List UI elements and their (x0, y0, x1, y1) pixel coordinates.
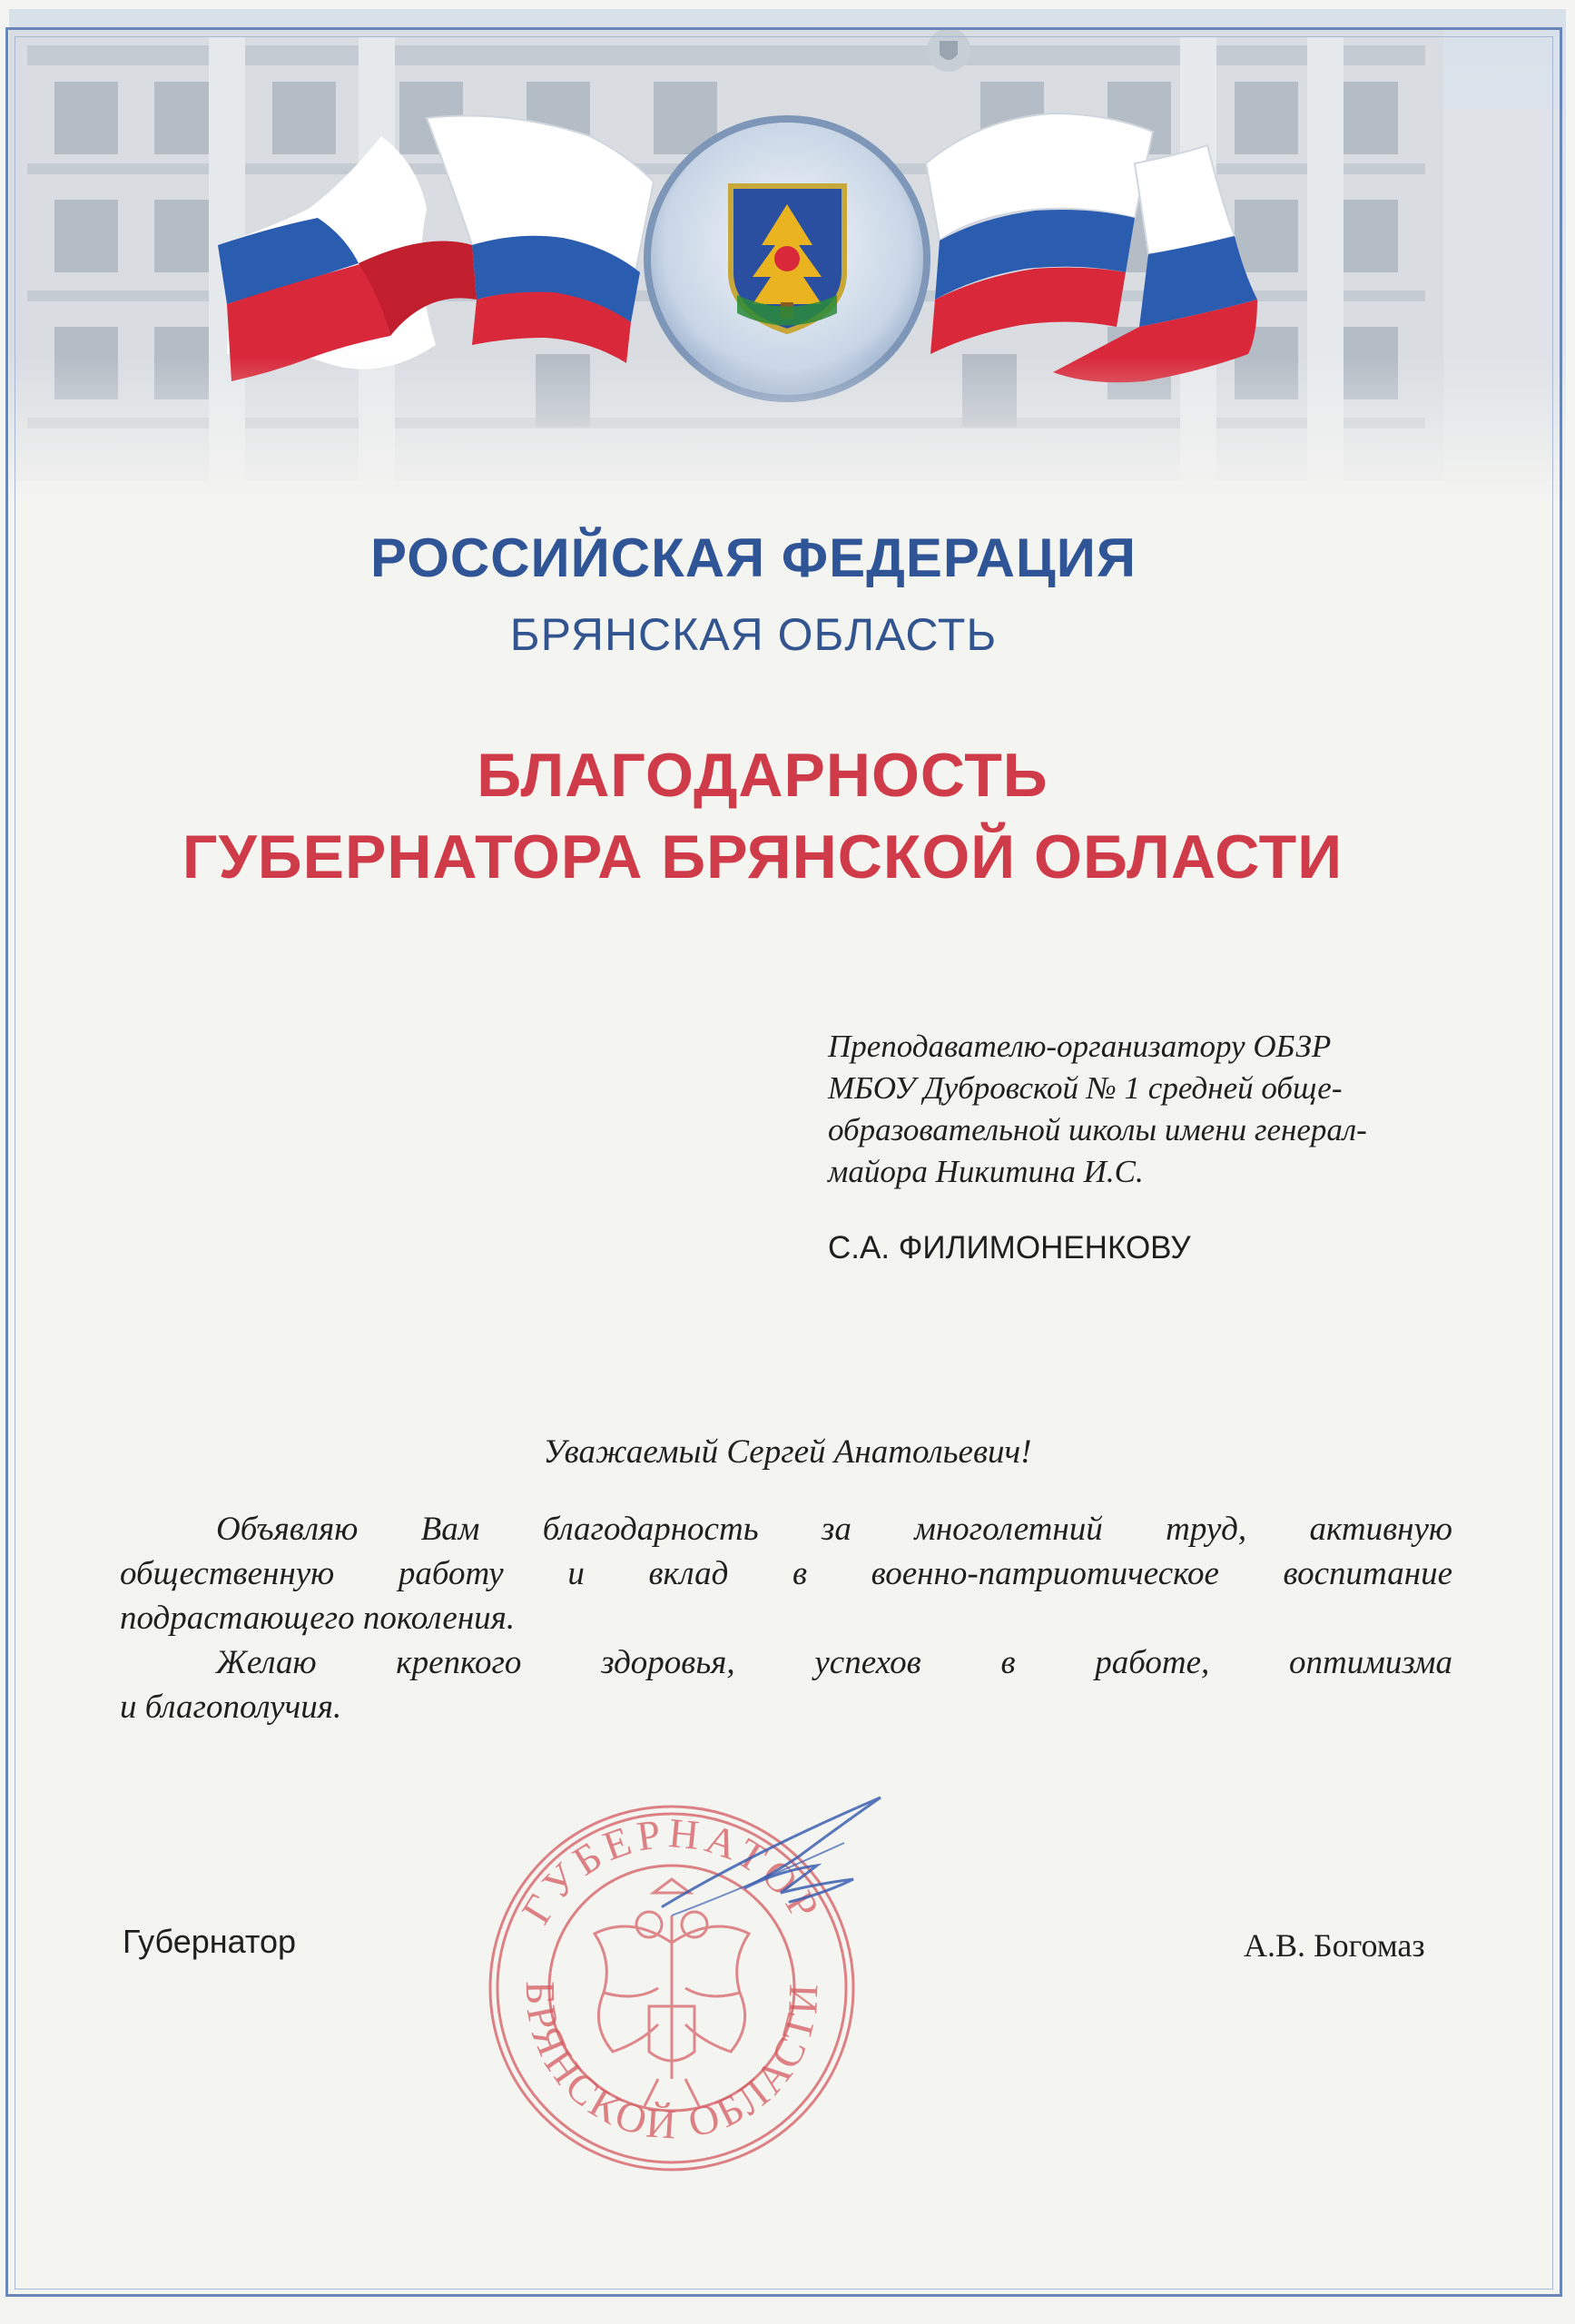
body-text (120, 1507, 1452, 1729)
body-line: общественную работу и вклад в военно-патриотическое воспитание (120, 1555, 1452, 1592)
recipient-block (828, 1026, 1518, 1193)
document-subtitle: ГУБЕРНАТОРА БРЯНСКОЙ ОБЛАСТИ (182, 822, 1344, 891)
salutation: Уважаемый Сергей Анатольевич! (543, 1433, 1032, 1471)
document-title: БЛАГОДАРНОСТЬ (477, 741, 1048, 810)
recipient-line: майора Никитина И.С. (828, 1154, 1144, 1189)
signatory-name: А.В. Богомаз (1244, 1927, 1425, 1964)
seal-text-top: ГУБЕРНАТОР (512, 1809, 832, 1932)
recipient-line: образовательной школы имени генерал- (828, 1112, 1367, 1147)
body-line: Желаю крепкого здоровья, успехов в работе, оптимизма (216, 1644, 1452, 1681)
recipient-name: С.А. ФИЛИМОНЕНКОВУ (828, 1230, 1191, 1265)
recipient-line: МБОУ Дубровской № 1 средней обще- (828, 1070, 1343, 1106)
seal-text-bottom: БРЯНСКОЙ ОБЛАСТИ (517, 1979, 827, 2148)
recipient-line: Преподавателю-организатору ОБЗР (828, 1029, 1332, 1064)
heading-region: БРЯНСКАЯ ОБЛАСТЬ (509, 609, 998, 660)
signature-scribble (635, 1779, 908, 1934)
signatory-position: Губернатор (123, 1923, 296, 1960)
body-line: и благополучия. (120, 1689, 342, 1726)
heading-country: РОССИЙСКАЯ ФЕДЕРАЦИЯ (369, 527, 1137, 588)
body-line: подрастающего поколения. (120, 1600, 516, 1637)
body-line: Объявляю Вам благодарность за многолетний труд, активную (216, 1511, 1452, 1548)
